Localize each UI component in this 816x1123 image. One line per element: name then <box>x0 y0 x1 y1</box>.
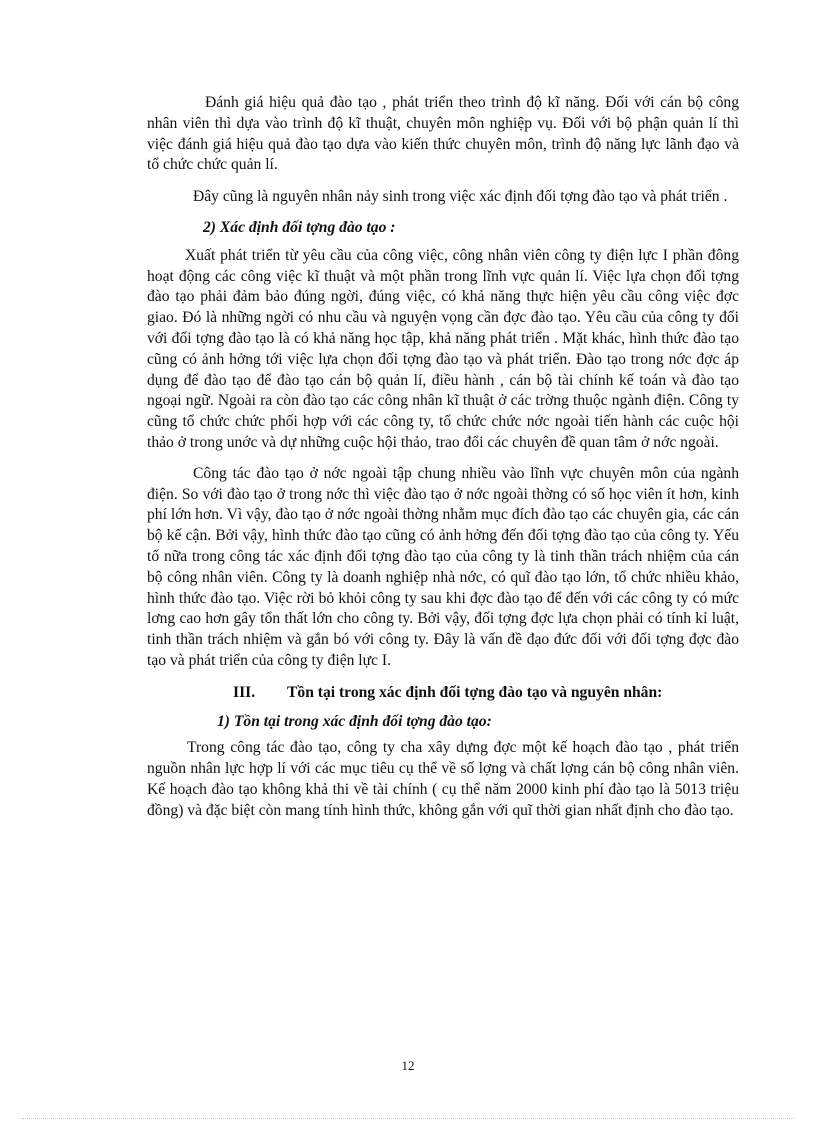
chapter-number: III. <box>233 683 256 701</box>
page-bottom-divider <box>22 1118 794 1119</box>
paragraph-selection: Xuất phát triển từ yêu cầu của công việc, công nhân viên công ty điện lực I phần đông hoạt động các công việc kĩ thuật và một phần trong lĩnh vực quản lí. Việc lựa chọn đối tợng đào tạo phải đảm bảo đúng ngời, đúng việc, có khả năng thực hiện yêu cầu công việc đợc giao. Đó là những ngời có nhu cầu và nguyện vọng cần đợc đào tạo. Yêu cầu của công ty đối với đối tợng đào tạo là có khả năng học tập, khả năng phát triển . Mặt khác, hình thức đào tạo cũng có ảnh hởng tới việc lựa chọn đối tợng đào tạo và phát triển. Đào tạo trong nớc đợc áp dụng để đào tạo để đào tạo cán bộ quản lí, điều hành , cán bộ tài chính kế toán và đào tạo ngoại ngữ. Ngoài ra còn đào tạo các công nhân kĩ thuật ở các trờng thuộc ngành điện. Công ty cũng tổ chức chức phối hợp với các công ty, tổ chức chức nớc ngoài tiến hành các cuộc hội thảo ở trong unớc và dự những cuộc hội thảo, trao đổi các chuyên đề quan tâm ở nớc ngoài. <box>147 246 739 451</box>
section-heading-2: 2) Xác định đối tợng đào tạo : <box>203 218 396 236</box>
chapter-title: Tồn tại trong xác định đối tợng đào tạo và nguyên nhân: <box>287 683 663 701</box>
paragraph-overseas-training: Công tác đào tạo ở nớc ngoài tập chung nhiều vào lĩnh vực chuyên môn của ngành điện. So với đào tạo ở trong nớc thì việc đào tạo ở nớc ngoài thờng có số học viên ít hơn, kinh phí lớn hơn. Vì vậy, đào tạo ở nớc ngoài thờng nhằm mục đích đào tạo các chuyên gia, các cán bộ kế cận. Bởi vậy, hình thức đào tạo cũng có ảnh hởng đến đối tợng đào tạo của công ty. Yếu tố nữa trong công tác xác định đối tợng đào tạo của công ty là tinh thần trách nhiệm của cán bộ công nhân viên. Công ty là doanh nghiệp nhà nớc, có quĩ đào tạo lớn, tổ chức nhiều khảo, hình thức đào tạo. Việc rời bỏ khỏi công ty sau khi đợc đào tạo để đến với các công ty có mức lơng cao hơn gây tổn thất lớn cho công ty. Bởi vậy, đối tợng đợc lựa chọn phải có tính kỉ luật, tinh thần trách nhiệm và gắn bó với công ty. Đây là vấn đề đạo đức đối với đối tợng đợc đào tạo và phát triển của công ty điện lực I. <box>147 464 739 669</box>
chapter-heading-3 <box>147 683 739 704</box>
paragraph-cause: Đây cũng là nguyên nhân nảy sinh trong việc xác định đối tợng đào tạo và phát triển . <box>193 188 728 206</box>
page-number: 12 <box>401 1058 415 1073</box>
document-body <box>147 93 739 822</box>
subsection-heading-1: 1) Tồn tại trong xác định đối tợng đào tạo: <box>217 712 492 730</box>
paragraph-shortcomings: Trong công tác đào tạo, công ty cha xây dựng đợc một kế hoạch đào tạo , phát triển nguồn nhân lực hợp lí với các mục tiêu cụ thể về số lợng và chất lợng cán bộ công nhân viên. Kế hoạch đào tạo không khả thi về tài chính ( cụ thể năm 2000 kinh phí đào tạo là 5013 triệu đồng) và đặc biệt còn mang tính hình thức, không gắn với quĩ thời gian nhất định cho đào tạo. <box>147 739 739 819</box>
paragraph-evaluation: Đánh giá hiệu quả đào tạo , phát triển theo trình độ kĩ năng. Đối với cán bộ công nhân viên thì dựa vào trình độ kĩ thuật, chuyên môn nghiệp vụ. Đối với bộ phận quản lí thì việc đánh giá hiệu quả đào tạo dựa vào kiến thức chuyên môn, trình độ năng lực lãnh đạo và tổ chức chức quản lí. <box>147 94 739 174</box>
